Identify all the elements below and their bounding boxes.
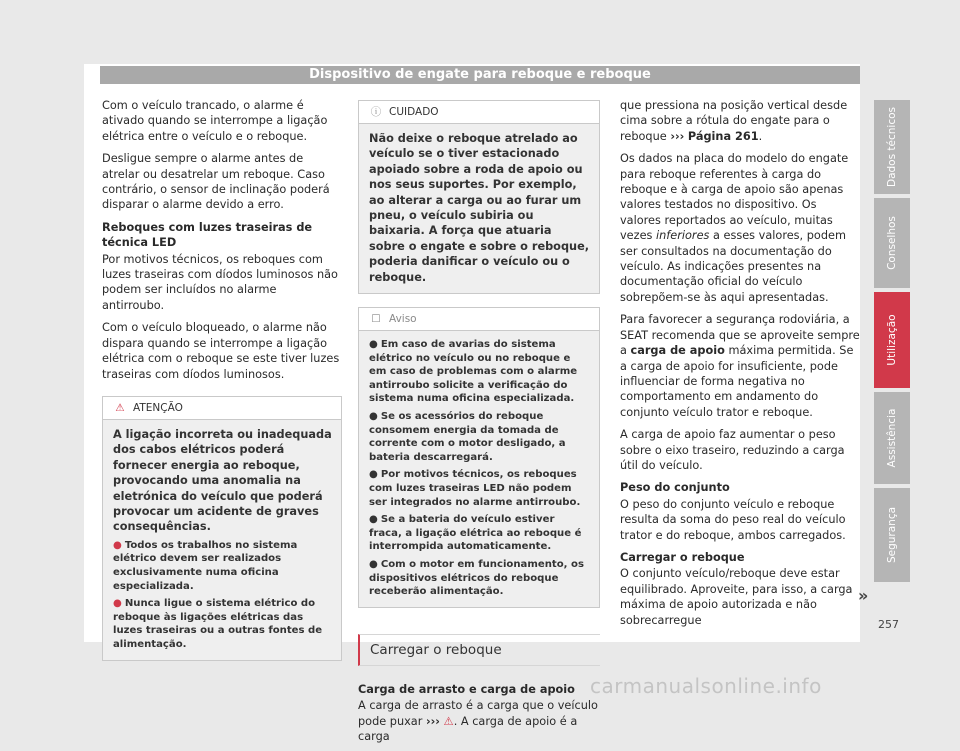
list-item: ● Se os acessórios do reboque consomem energia da tomada de corrente com o motor desligado, a bateria descarregará. — [369, 411, 566, 463]
atencao-body — [103, 420, 341, 660]
list-item: ● Com o motor em funcionamento, os dispositivos elétricos do reboque receberão alimentação. — [369, 558, 584, 598]
column-left — [102, 98, 342, 661]
aviso-label: Aviso — [389, 313, 417, 326]
info-circle-icon: ⓘ — [370, 106, 382, 118]
atencao-header — [103, 397, 341, 420]
bullet-icon: ● — [369, 339, 378, 351]
column-middle — [358, 98, 600, 751]
paragraph: A carga de apoio faz aumentar o peso sobre o eixo traseiro, reduzindo a carga útil do veículo. — [620, 428, 845, 472]
warning-triangle-icon: ⚠ — [115, 401, 125, 414]
paragraph: O conjunto veículo/reboque deve estar equilibrado. Aproveite, para isso, a carga máxima de apoio autorizada e não sobrecarregue — [620, 567, 853, 627]
bullet-icon: ● — [113, 598, 122, 610]
warning-triangle-icon: ⚠ — [443, 714, 454, 728]
reference-arrows-icon: ››› — [670, 129, 685, 143]
continued-marker: » — [858, 586, 869, 605]
cuidado-text: Não deixe o reboque atrelado ao veículo se o tiver estacionado apoiado sobre a roda de apoio ou nos seus suportes. Por exemplo, ao alterar a carga ou ao furar um pneu, o veículo subiria ou baixaria. A força que atuaria sobre o engate e sobre o reboque, poderia danificar o veículo ou o reboque. — [369, 132, 590, 284]
list-item: ● Em caso de avarias do sistema elétrico no veículo ou no reboque e em caso de problemas com o alarme antirroubo solicite a verificação do sistema numa oficina especializada. — [369, 339, 578, 405]
list-item: ● Se a bateria do veículo estiver fraca, a ligação elétrica ao reboque é interrompida automaticamente. — [369, 514, 582, 553]
atencao-box — [102, 396, 342, 661]
paragraph: Desligue sempre o alarme antes de atrelar ou desatrelar um reboque. Caso contrário, o sensor de inclinação poderá disparar o alarme devido a erro. — [102, 152, 330, 212]
bullet-icon: ● — [369, 469, 378, 481]
watermark: carmanualsonline.info — [590, 674, 822, 698]
aviso-box — [358, 307, 600, 608]
page-number: 257 — [878, 618, 899, 631]
page-reference-link[interactable]: Página 261 — [687, 129, 759, 143]
paragraph: Com o veículo bloqueado, o alarme não dispara quando se interrompe a ligação elétrica com o reboque se este tiver luzes traseiras com díodos luminosos. — [102, 321, 340, 381]
subheading: Carga de arrasto e carga de apoio — [358, 682, 575, 696]
subheading: Carregar o reboque — [620, 550, 745, 564]
atencao-label: ATENÇÃO — [133, 401, 183, 414]
column-right — [620, 98, 860, 635]
aviso-body — [359, 331, 599, 607]
cuidado-body — [359, 124, 599, 293]
paragraph: A carga de arrasto é a carga que o veículo pode puxar ››› ⚠. A carga de apoio é a carga — [358, 699, 598, 743]
paragraph: O peso do conjunto veículo e reboque resulta da soma do peso real do veículo trator e do reboque, ambos carregados. — [620, 497, 846, 542]
atencao-text: A ligação incorreta ou inadequada dos cabos elétricos poderá fornecer energia ao reboque, provocando uma anomalia na eletrónica do veículo que poderá provocar um acidente de graves consequências. — [113, 427, 332, 534]
subheading: Reboques com luzes traseiras de técnica LED — [102, 220, 313, 250]
subheading: Peso do conjunto — [620, 481, 730, 495]
tab-seguranca[interactable]: Segurança — [874, 488, 910, 582]
cuidado-box — [358, 100, 600, 294]
tab-assistencia[interactable]: Assistência — [874, 392, 910, 484]
bullet-icon: ● — [369, 514, 378, 526]
reference-arrows-icon: ››› — [425, 714, 440, 728]
list-item: ● Todos os trabalhos no sistema elétrico devem ser realizados exclusivamente numa oficina especializada. — [113, 539, 298, 592]
paragraph: Por motivos técnicos, os reboques com luzes traseiras com díodos luminosos não podem ser incluídos no alarme antirroubo. — [102, 252, 338, 312]
cuidado-label: CUIDADO — [389, 106, 439, 118]
tab-dados-tecnicos[interactable]: Dados técnicos — [874, 100, 910, 194]
paragraph: que pressiona na posição vertical desde cima sobre a rótula do engate para o reboque ››› Página 261. — [620, 99, 848, 143]
tab-utilizacao[interactable]: Utilização — [874, 292, 910, 388]
aviso-header — [359, 308, 599, 331]
bullet-icon: ● — [369, 558, 378, 570]
bullet-icon: ● — [113, 539, 122, 551]
list-item: ● Por motivos técnicos, os reboques com luzes traseiras LED não podem ser integrados no alarme antirroubo. — [369, 469, 581, 508]
paragraph: Com o veículo trancado, o alarme é ativado quando se interrompe a ligação elétrica entre o veículo e o reboque. — [102, 99, 328, 143]
paragraph: Para favorecer a segurança rodoviária, a SEAT recomenda que se aproveite sempre a carga de apoio máxima permitida. Se a carga de apoio for insuficiente, pode influenciar de forma negativa no comportamento em andamento do conjunto veículo trator e reboque. — [620, 313, 860, 419]
note-icon: ☐ — [371, 313, 381, 326]
cuidado-header — [359, 101, 599, 124]
paragraph: Os dados na placa do modelo do engate para reboque referentes à carga do reboque e à carga de apoio são apenas valores testados no dispositivo. Os valores reportados ao veículo, muitas vezes inferiores a esses valores, podem ser consultados na documentação do veículo. As indicações presentes na documentação oficial do veículo sobrepõem-se às aqui apresentadas. — [620, 152, 849, 304]
tab-conselhos[interactable]: Conselhos — [874, 198, 910, 288]
section-title: Carregar o reboque — [358, 634, 600, 666]
page-header-title: Dispositivo de engate para reboque e reboque — [100, 66, 860, 84]
list-item: ● Nunca ligue o sistema elétrico do reboque às ligações elétricas das luzes traseiras ou a outras fontes de alimentação. — [113, 598, 323, 650]
bullet-icon: ● — [369, 411, 378, 423]
